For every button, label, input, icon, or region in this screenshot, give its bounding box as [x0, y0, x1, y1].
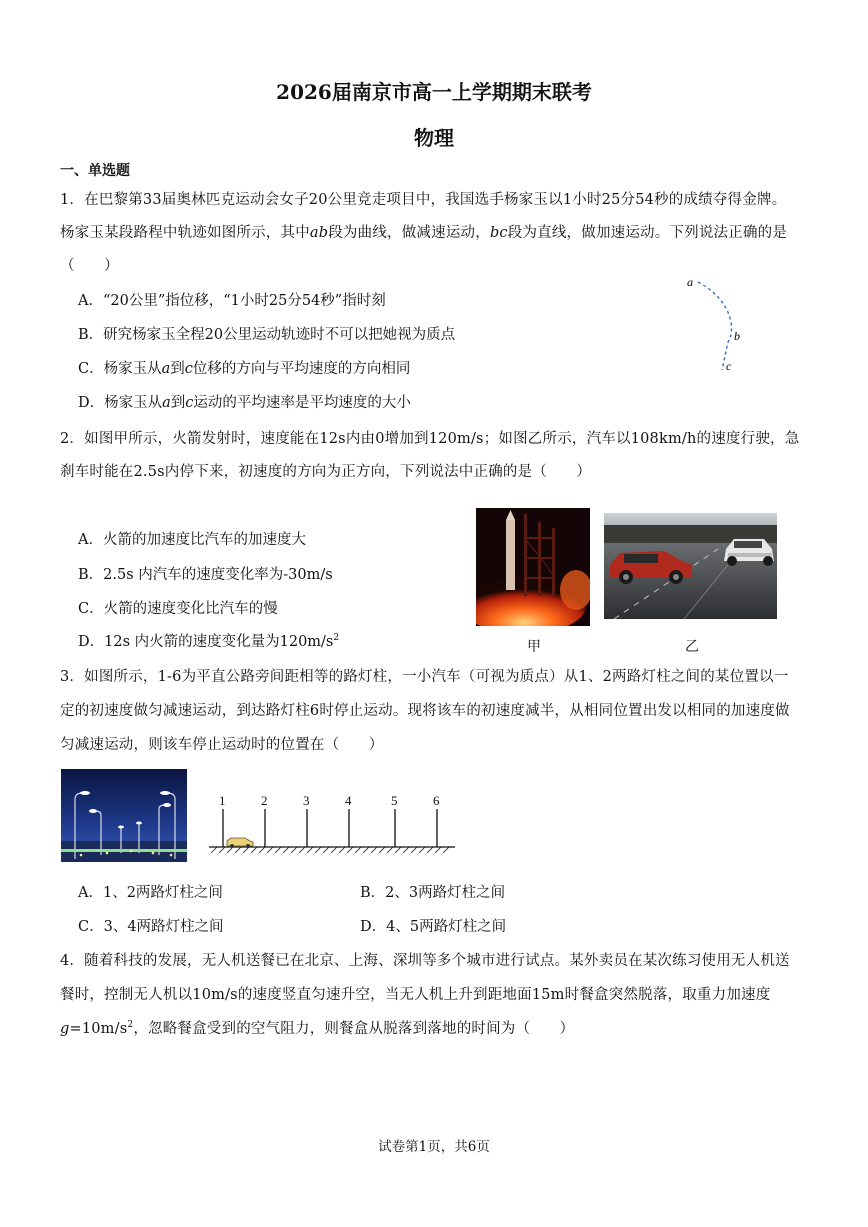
pole-label-2: 2 [261, 793, 268, 808]
q2-option-a: A．火箭的加速度比汽车的加速度大 [78, 532, 306, 548]
q1-option-d [78, 391, 411, 412]
trajectory-path [698, 282, 732, 370]
pole-label-5: 5 [391, 793, 398, 808]
subject-title: 物理 [414, 126, 454, 150]
segment-bc: bc [489, 225, 508, 241]
question-3-line-2: 定的初速度做匀减速运动，到达路灯柱6时停止运动。现将该车的初速度减半，从相同位置出发以相同的加速度做 [60, 703, 790, 719]
text-span: D．12s 内火箭的速度变化量为120m/s [78, 634, 334, 650]
text-span: D．杨家玉从 [78, 395, 163, 411]
exam-title: 2026届南京市高一上学期期末联考 [276, 80, 592, 104]
question-4-line-3 [60, 1017, 574, 1038]
var-c: c [184, 361, 193, 377]
q1-option-c [78, 357, 410, 378]
superscript: 2 [127, 1020, 134, 1031]
ground-hatching [211, 847, 449, 853]
lamp-poles-diagram [205, 789, 460, 855]
q3-option-a: A．1、2两路灯柱之间 [78, 885, 223, 901]
q2-option-c: C．火箭的速度变化比汽车的慢 [78, 601, 278, 617]
q2-option-b: B．2.5s 内汽车的速度变化率为-30m/s [78, 567, 333, 583]
text-span: ，忽略餐盒受到的空气阻力，则餐盒从脱落到落地的时间为（ ） [133, 1021, 575, 1037]
q3-option-c: C．3、4两路灯柱之间 [78, 919, 224, 935]
pole-label-3: 3 [303, 793, 310, 808]
pole-label-1: 1 [219, 793, 226, 808]
text-span: 段为曲线，做减速运动， [328, 225, 490, 241]
pole-label-6: 6 [433, 793, 440, 808]
label-a: a [687, 275, 693, 289]
cars-illustration [604, 513, 777, 619]
text-span: 段为直线，做加速运动。下列说法正确的是 [507, 225, 788, 241]
q1-option-a: A．“20公里”指位移，“1小时25分54秒”指时刻 [78, 293, 386, 309]
question-3-line-3: 匀减速运动，则该车停止运动时的位置在（ ） [60, 737, 384, 753]
text-span: =10m/s [69, 1021, 128, 1037]
question-1-blank: （ ） [60, 258, 119, 274]
cars-image [604, 513, 777, 619]
q2-option-d [78, 630, 339, 651]
rocket-launch-image [476, 508, 590, 626]
label-b: b [734, 329, 740, 343]
text-span: 位移的方向与平均速度的方向相同 [192, 361, 411, 377]
label-c: c [726, 359, 732, 373]
q1-option-b: B．研究杨家玉全程20公里运动轨迹时不可以把她视为质点 [78, 327, 456, 343]
text-span: 杨家玉某段路程中轨迹如图所示，其中 [60, 225, 310, 241]
question-2-line-2: 刹车时能在2.5s内停下来，初速度的方向为正方向，下列说法中正确的是（ ） [60, 464, 592, 480]
rocket-illustration [476, 508, 590, 626]
text-span: C．杨家玉从 [78, 361, 162, 377]
street-lights-illustration [61, 769, 187, 862]
var-a: a [162, 395, 171, 411]
var-c: c [185, 395, 194, 411]
text-span: 到 [170, 395, 186, 411]
segment-ab: ab [309, 225, 329, 241]
superscript: 2 [333, 633, 340, 644]
var-g: g [60, 1021, 70, 1037]
question-1-line-1: 1．在巴黎第33届奥林匹克运动会女子20公里竞走项目中，我国选手杨家玉以1小时25分54秒的成绩夺得金牌。 [60, 192, 787, 208]
caption-yi: 乙 [685, 639, 699, 655]
question-4-line-2: 餐时，控制无人机以10m/s的速度竖直匀速升空，当无人机上升到距地面15m时餐盒突然脱落，取重力加速度 [60, 987, 771, 1003]
text-span: 到 [170, 361, 185, 377]
q3-option-d: D．4、5两路灯柱之间 [360, 919, 507, 935]
pole-label-4: 4 [345, 793, 352, 808]
street-lights-image [61, 769, 187, 862]
trajectory-figure [680, 270, 750, 380]
text-span: 运动的平均速率是平均速度的大小 [193, 395, 411, 411]
question-3-line-1: 3．如图所示，1-6为平直公路旁间距相等的路灯柱，一小汽车（可视为质点）从1、2两路灯柱之间的某位置以一 [60, 669, 789, 685]
var-a: a [161, 361, 171, 377]
question-2-line-1: 2．如图甲所示，火箭发射时，速度能在12s内由0增加到120m/s；如图乙所示，汽车以108km/h的速度行驶，急 [60, 431, 800, 447]
question-4-line-1: 4．随着科技的发展，无人机送餐已在北京、上海、深圳等多个城市进行试点。某外卖员在某次练习使用无人机送 [60, 953, 790, 969]
page-footer: 试卷第1页，共6页 [378, 1139, 490, 1155]
caption-jia: 甲 [527, 639, 541, 655]
section-heading: 一、单选题 [60, 163, 130, 179]
question-1-line-2 [60, 221, 787, 242]
q3-option-b: B．2、3两路灯柱之间 [360, 885, 506, 901]
